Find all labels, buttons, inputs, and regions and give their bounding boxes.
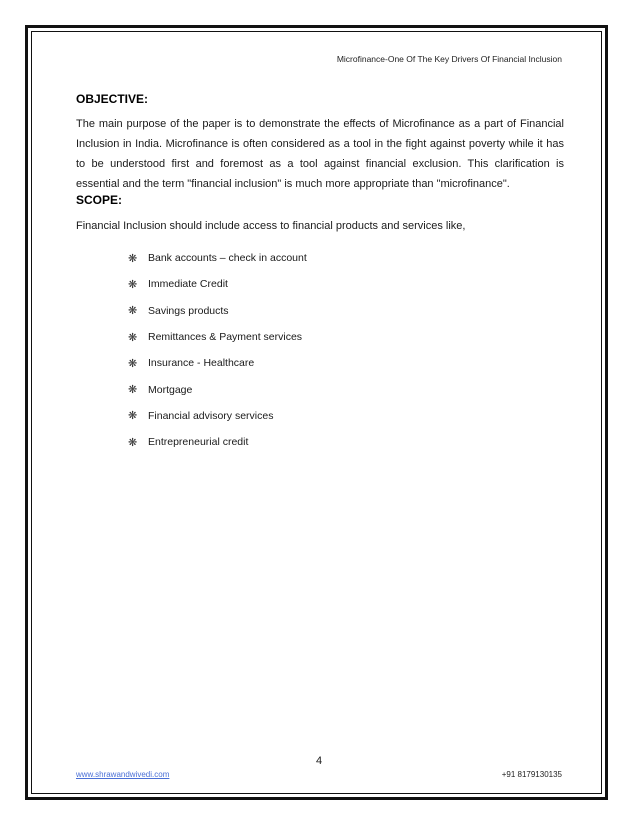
asterisk-flower-icon: ❋ [128,384,138,397]
asterisk-flower-icon: ❋ [128,305,138,318]
page-number: 4 [315,755,323,767]
asterisk-flower-icon: ❋ [128,252,138,265]
asterisk-flower-icon: ❋ [128,278,138,291]
asterisk-flower-icon: ❋ [128,410,138,423]
objective-heading: OBJECTIVE: [76,92,149,106]
running-header: Microfinance-One Of The Key Drivers Of Financial Inclusion [336,54,562,64]
phone-number: +91 8179130135 [501,770,562,779]
list-item: ❋ Financial advisory services [128,409,274,423]
list-item: ❋ Remittances & Payment services [128,331,303,344]
asterisk-flower-icon: ❋ [128,436,138,449]
list-item: ❋ Savings products [128,304,229,318]
list-item: ❋ Immediate Credit [128,278,228,291]
asterisk-flower-icon: ❋ [128,357,138,370]
list-item: ❋ Insurance - Healthcare [128,357,255,370]
objective-paragraph: The main purpose of the paper is to demonstrate the effects of Microfinance as a part of Financial Inclusion in India. Microfinance is often considered as a tool in the fight against poverty while it has to be understood first and foremost as a tool against financial exclusion. This clarification is essential and the term "financial inclusion" is much more appropriate than "microfinance". [76,118,564,190]
scope-list [128,245,307,455]
list-item: ❋ Entrepreneurial credit [128,436,249,449]
website-link[interactable]: www.shrawandwivedi.com [76,770,170,779]
scope-heading: SCOPE: [76,193,123,207]
scope-intro: Financial Inclusion should include access to financial products and services like, [76,220,466,232]
asterisk-flower-icon: ❋ [128,331,138,344]
list-item: ❋ Bank accounts – check in account [128,252,307,265]
list-item: ❋ Mortgage [128,383,193,397]
